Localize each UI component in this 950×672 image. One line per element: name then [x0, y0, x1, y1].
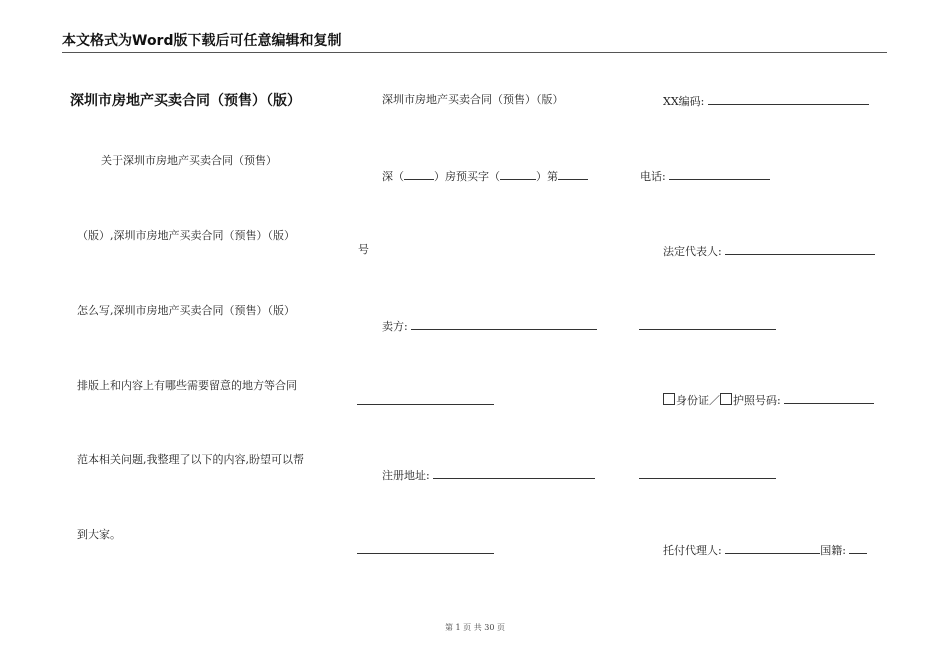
nationality-label: 国籍:: [820, 544, 846, 557]
intro-line-4: 排版上和内容上有哪些需要留意的地方等合同: [77, 379, 297, 392]
seller-label: 卖方:: [382, 320, 408, 333]
id-separator: ／: [709, 394, 720, 407]
contract-reference: [382, 168, 588, 184]
passport-checkbox[interactable]: [720, 393, 732, 405]
document-title: 深圳市房地产买卖合同（预售）（版）: [70, 93, 301, 109]
reg-address-field: [382, 467, 595, 483]
id-field: [663, 392, 874, 408]
phone-blank[interactable]: [669, 168, 770, 180]
intro-line-2: （版）,深圳市房地产买卖合同（预售）（版）: [77, 229, 295, 242]
id-card-checkbox[interactable]: [663, 393, 675, 405]
id-number-blank[interactable]: [784, 392, 874, 404]
agent-field: [663, 542, 867, 558]
code-blank[interactable]: [708, 93, 869, 105]
intro-line-1: 关于深圳市房地产买卖合同（预售）: [101, 154, 277, 167]
code-label: XX编码:: [663, 95, 705, 108]
nationality-blank[interactable]: [849, 542, 867, 554]
reg-address-continuation-line[interactable]: [357, 553, 494, 554]
legal-rep-field: [663, 243, 875, 259]
passport-label: 护照号码:: [733, 394, 781, 407]
agent-blank[interactable]: [725, 542, 820, 554]
page-header: 本文格式为Word版下载后可任意编辑和复制: [62, 30, 887, 53]
legal-rep-blank[interactable]: [725, 243, 875, 255]
page-footer: 第 1 页 共 30 页: [445, 623, 505, 632]
ref-blank-2[interactable]: [500, 168, 536, 180]
intro-line-3: 怎么写,深圳市房地产买卖合同（预售）（版）: [77, 304, 295, 317]
ref-mid-2: ）第: [536, 170, 558, 183]
legal-rep-label: 法定代表人:: [663, 245, 722, 258]
seller-blank[interactable]: [411, 318, 597, 330]
code-field: [663, 93, 869, 109]
right-blank-line[interactable]: [639, 329, 776, 330]
ref-suffix: 号: [358, 243, 369, 256]
ref-mid-1: ）房预买字（: [434, 170, 500, 183]
reg-address-label: 注册地址:: [382, 469, 430, 482]
phone-label: 电话:: [640, 170, 666, 183]
contract-title: 深圳市房地产买卖合同（预售）（版）: [382, 93, 564, 106]
agent-label: 托付代理人:: [663, 544, 722, 557]
ref-blank-1[interactable]: [404, 168, 434, 180]
ref-blank-3[interactable]: [558, 168, 588, 180]
right-blank-line-2[interactable]: [639, 478, 776, 479]
seller-continuation-line[interactable]: [357, 404, 494, 405]
seller-field: [382, 318, 597, 334]
ref-prefix: 深（: [382, 170, 404, 183]
phone-field: [640, 168, 770, 184]
intro-line-6: 到大家。: [77, 528, 121, 541]
id-card-label: 身份证: [676, 394, 709, 407]
reg-address-blank[interactable]: [433, 467, 595, 479]
intro-line-5: 范本相关问题,我整理了以下的内容,盼望可以帮: [77, 453, 304, 466]
